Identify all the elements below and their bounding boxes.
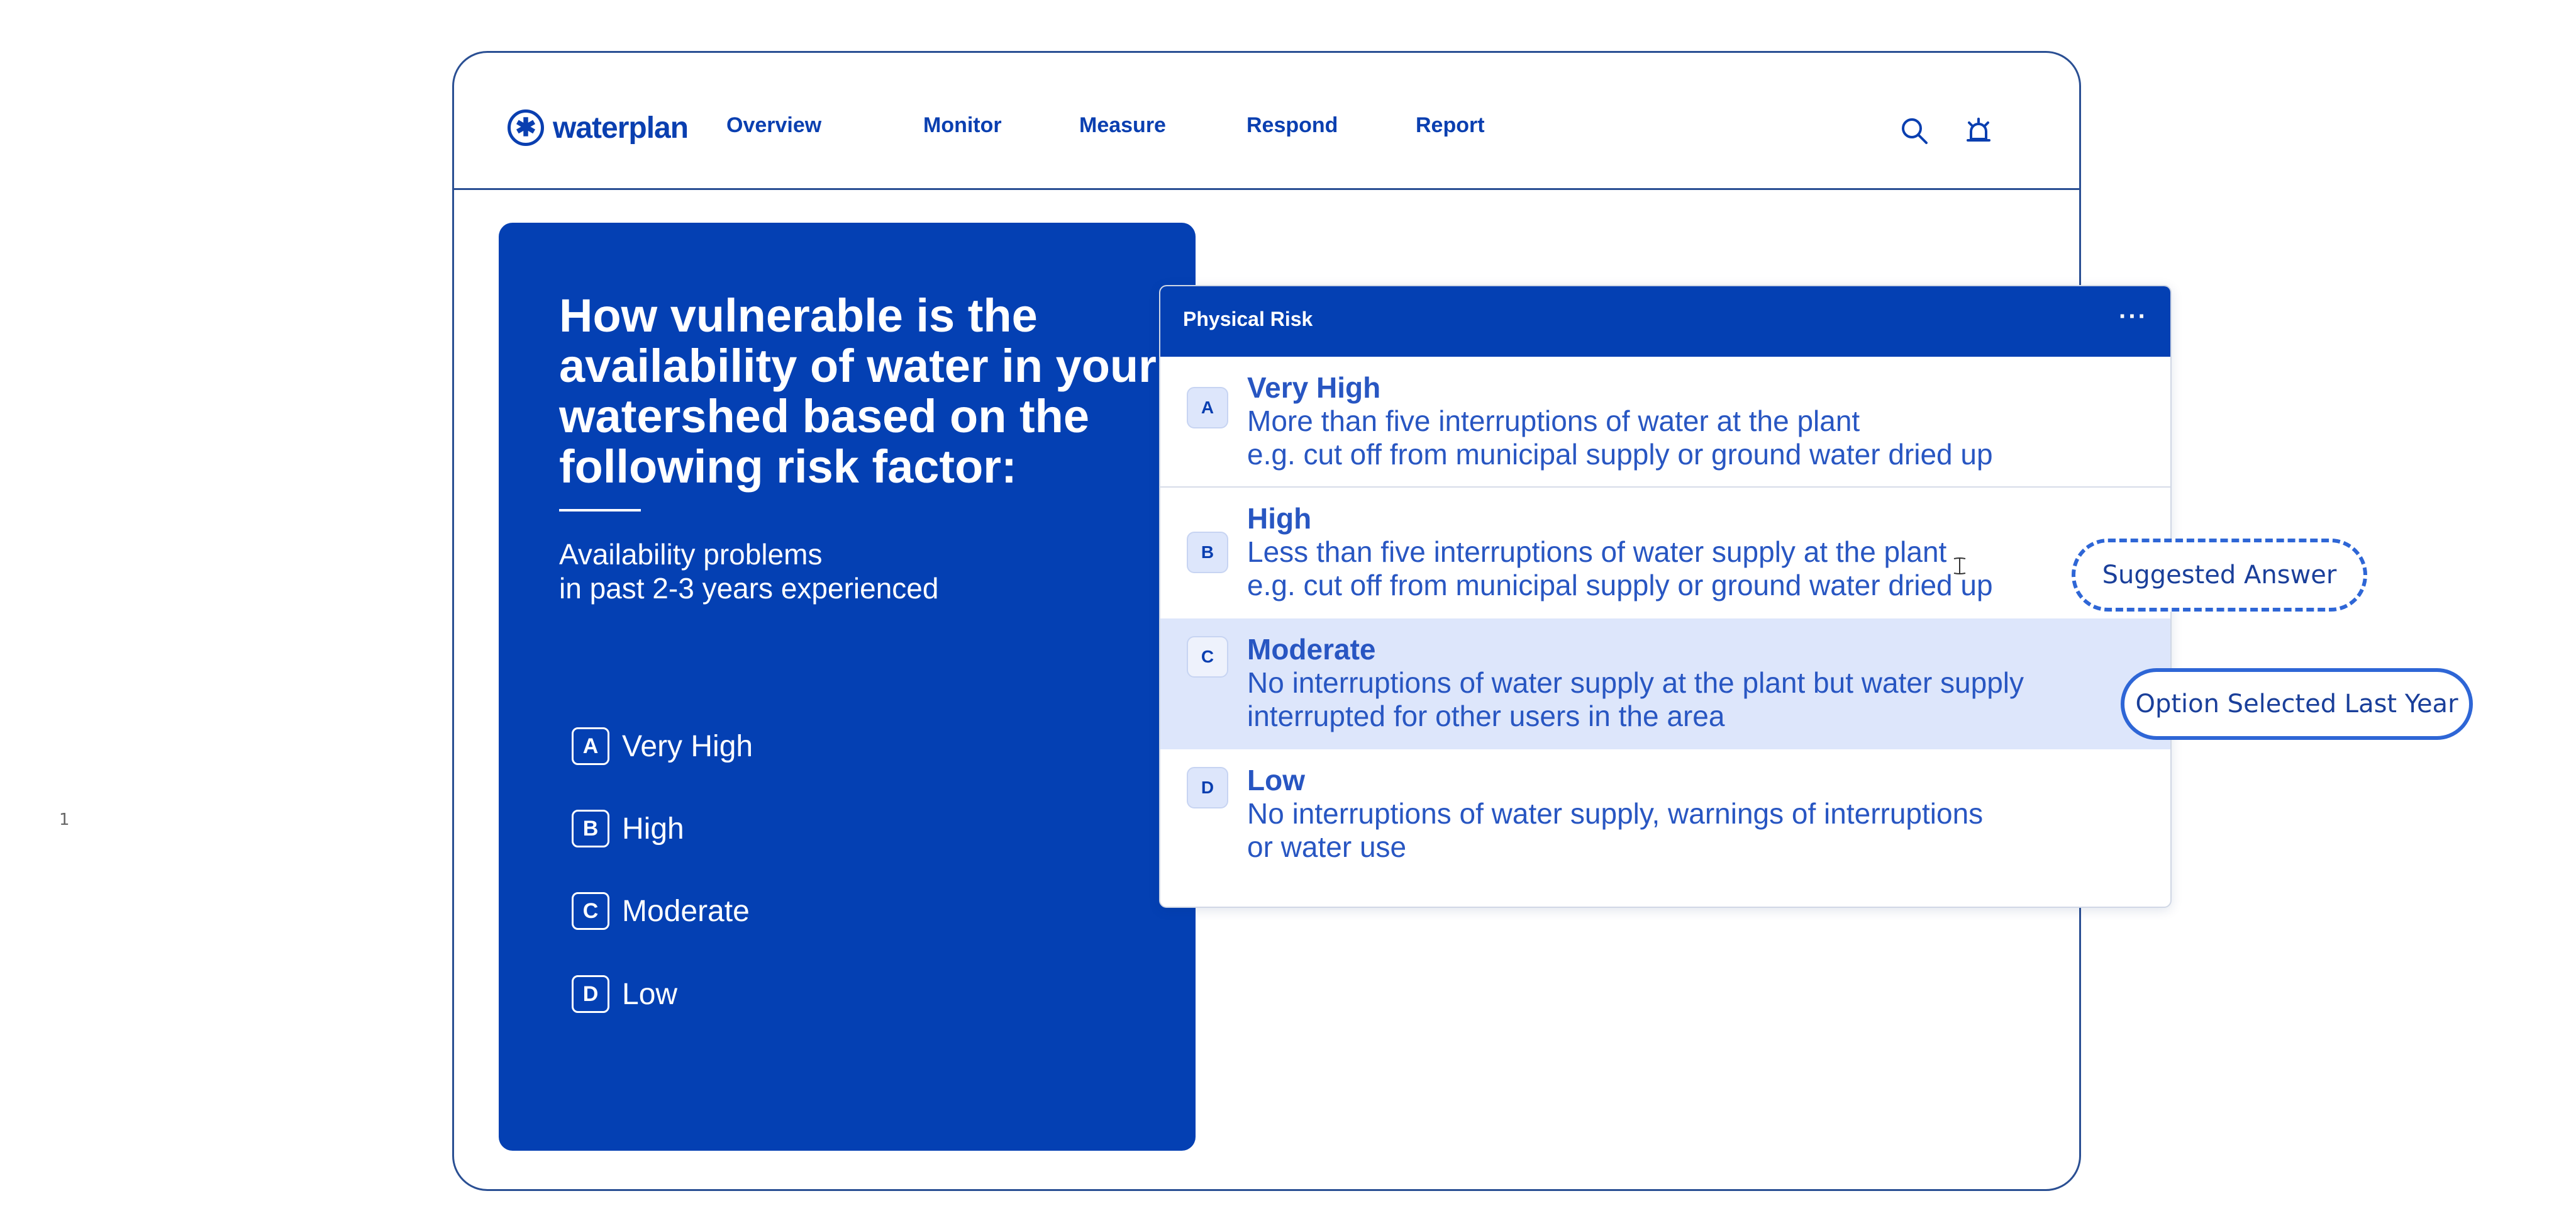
nav-item-overview[interactable]: Overview [726, 113, 822, 137]
risk-row-description: Less than five interruptions of water supply at the plant e.g. cut off from municipal supply or ground water dried up [1247, 535, 1993, 601]
option-high[interactable] [572, 810, 684, 847]
risk-row-moderate[interactable] [1160, 618, 2170, 749]
option-key-badge: D [572, 975, 609, 1013]
top-navbar [454, 53, 2079, 190]
brand-logo[interactable] [508, 109, 688, 146]
panel-header [1160, 286, 2170, 357]
nav-item-monitor[interactable]: Monitor [923, 113, 1002, 137]
risk-row-high[interactable] [1160, 488, 2170, 618]
search-icon[interactable] [1898, 115, 1931, 147]
risk-row-title: Very High [1247, 371, 1381, 404]
risk-row-title: Low [1247, 764, 1305, 797]
panel-title: Physical Risk [1183, 308, 1313, 330]
option-label: Moderate [622, 894, 750, 928]
option-key-badge: B [572, 810, 609, 847]
option-key-badge: C [572, 892, 609, 930]
nav-item-respond[interactable]: Respond [1246, 113, 1338, 137]
risk-row-low[interactable] [1160, 749, 2170, 880]
question-card [499, 223, 1196, 1151]
question-subtitle: Availability problems in past 2-3 years experienced [559, 538, 939, 605]
risk-row-very-high[interactable] [1160, 357, 2170, 488]
more-options-icon[interactable]: ··· [2119, 303, 2148, 330]
title-divider [559, 509, 641, 512]
risk-row-title: Moderate [1247, 633, 1376, 666]
last-year-selection-tag: Option Selected Last Year [2121, 668, 2473, 740]
nav-item-measure[interactable]: Measure [1079, 113, 1166, 137]
risk-row-title: High [1247, 502, 1312, 535]
risk-key-badge: C [1187, 636, 1228, 678]
physical-risk-panel [1159, 285, 2172, 908]
option-key-badge: A [572, 727, 609, 765]
option-moderate[interactable] [572, 892, 750, 930]
risk-key-badge: D [1187, 767, 1228, 808]
risk-row-description: More than five interruptions of water at the plant e.g. cut off from municipal supply or ground water dried up [1247, 405, 1993, 471]
text-cursor-icon [1952, 556, 1967, 575]
risk-key-badge: B [1187, 532, 1228, 573]
brand-name: waterplan [553, 111, 689, 145]
suggested-answer-tag: Suggested Answer [2072, 539, 2367, 612]
page-number: 1 [59, 810, 70, 829]
risk-row-description: No interruptions of water supply, warnings of interruptions or water use [1247, 797, 1984, 863]
risk-row-description: No interruptions of water supply at the plant but water supply interrupted for other users in the area [1247, 666, 2024, 732]
risk-key-badge: A [1187, 387, 1228, 428]
option-label: Low [622, 977, 678, 1011]
option-label: Very High [622, 729, 753, 763]
option-label: High [622, 812, 684, 846]
option-very-high[interactable] [572, 727, 753, 765]
asterisk-circle-icon: ✱ [508, 109, 544, 146]
alarm-icon[interactable] [1962, 115, 1995, 147]
option-low[interactable] [572, 975, 677, 1013]
question-title: How vulnerable is the availability of water in your watershed based on the following risk factor: [559, 289, 1157, 493]
nav-item-report[interactable]: Report [1416, 113, 1485, 137]
